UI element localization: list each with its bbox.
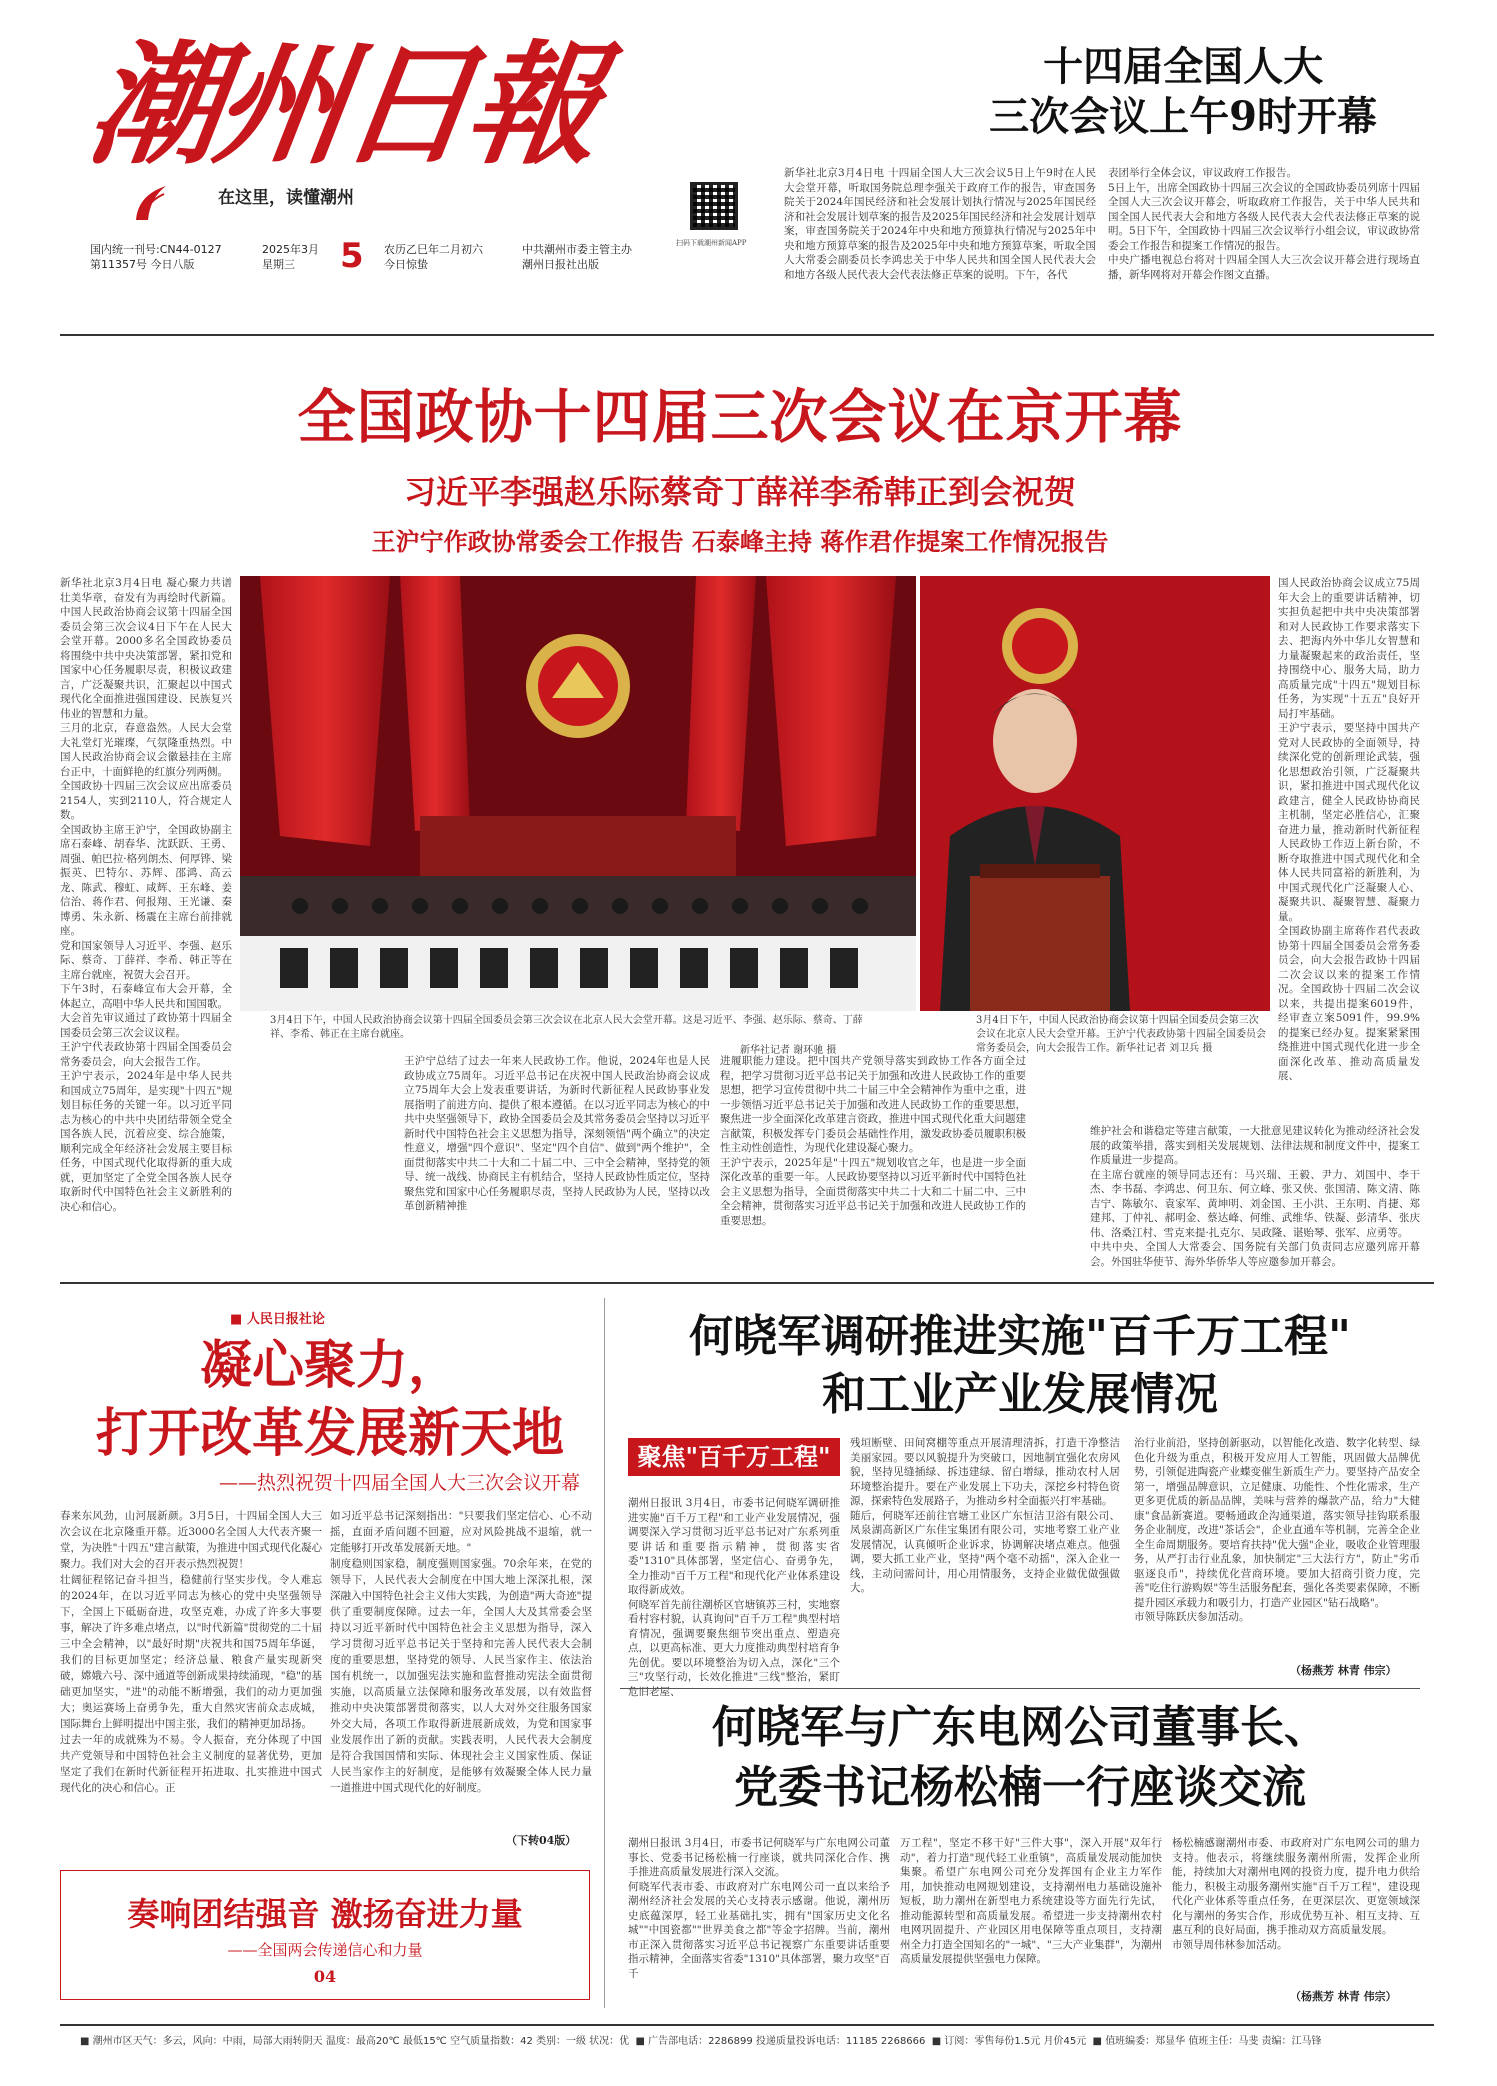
day-number: 5 (340, 236, 364, 276)
story3-col3: 杨松楠感谢潮州市委、市政府对广东电网公司的鼎力支持。他表示，将继续服务潮州所需，发挥企业所能，持续加大对潮州电网的投资力度，提升电力供给能力，积极主动服务潮州实施"百千万工程"，建设现代化产业体系等重点任务，在更深层次、更宽领域深化与潮州的务实合作，形成优势互补、相互支持、互惠互利的良好局面，携手推动双方高质量发展。 市领导周伟林参加活动。 (1172, 1837, 1420, 1951)
focus-tag[interactable]: 聚焦"百千万工程" (628, 1438, 840, 1476)
year-month: 2025年3月 (262, 243, 319, 256)
main-subhead-2: 王沪宁作政协常委会工作报告 石泰峰主持 蒋作君作提案工作情况报告 (371, 527, 1109, 556)
issue-info (90, 242, 222, 272)
story2-byline: （杨燕芳 林青 伟宗） (1290, 1664, 1397, 1677)
emblem-icon (128, 180, 174, 226)
promo-headline: 奏响团结强音 激扬奋进力量 (127, 1895, 523, 1933)
top-story-col1: 新华社北京3月4日电 十四届全国人大三次会议5日上午9时在人民大会堂开幕，听取国务院总理李强关于政府工作的报告，审查国务院关于2024年国民经济和社会发展计划执行情况与2025年国民经济和社会发展计划草案的报告及2025年国民经济和社会发展计划草案，审查国务院关于2024年中央和地方预算执行情况与2025年中央和地方预算草案的报告及2025年中央和地方预算草案，听取全国人大常委会副委员长李鸿忠关于中华人民共和国全国人民代表大会和地方各级人民代表大会代表法修正草案的说明。下午，各代 (784, 167, 1096, 281)
divider (604, 1298, 605, 2008)
footer: ■ 潮州市区天气：多云，风向：中雨，局部大雨转阴天 温度：最高20℃ 最低15℃ 空气质量指数：42 类别：一级 状况：优 ■ 广告部电话：2286899 投递质量投诉电话：11185 2268666 ■ 订阅：零售每份1.5元 月价45元 ■ 值班编委：郑显华 值班主任：马斐 责编：江马锋 (80, 2036, 1322, 2047)
story3-byline: （杨燕芳 林青 伟宗） (1290, 1990, 1397, 2003)
date-info (262, 242, 319, 272)
publisher: 潮州日报社出版 (522, 258, 599, 271)
footer-staff: 值班编委：郑显华 值班主任：马斐 责编：江马锋 (1105, 2036, 1322, 2047)
editorial-tag: ■ 人民日报社论 (230, 1312, 325, 1327)
story2-col2: 残垣断壁、田间窝棚等重点开展清理清拆，打造干净整洁美丽家园。要以风貌提升为突破口，因地制宜强化农房风貌，坚持见缝插绿、拆违建绿、留白增绿，推动农村人居环境整治提升。要在产业发展上下功夫，深挖乡村特色资源，探索特色发展路子，为推动乡村全面振兴打牢基础。 随后，何晓军还前往官塘工业区广东恒洁卫浴有限公司、凤泉湖高新区广东佳宝集团有限公司，实地考察工业产业发展情况，认真倾听企业诉求，协调解决堵点难点。他强调，要大抓工业产业，坚持"两个毫不动摇"，深入企业一线，主动问需问计，用心用情服务，支持企业做优做强做大。 (850, 1437, 1120, 1594)
story3-col2: 万工程"，坚定不移干好"三件大事"，深入开展"双年行动"，着力打造"现代轻工业重镇"，高质量发展动能加快集聚。希望广东电网公司充分发挥国有企业主力军作用，加快推动电网规划建设，支持潮州电力基础设施补短板，助力潮州在新型电力系统建设等方面先行先试，推动能源转型和高质量发展。希望进一步支持潮州农村电网巩固提升、产业园区用电保障等重点项目，支持潮州全力打造全国知名的"一城"、"三大产业集群"，为潮州高质量发展提供坚强电力保障。 (900, 1837, 1162, 1965)
divider (620, 1688, 1420, 1689)
story2-col1: 潮州日报讯 3月4日，市委书记何晓军调研推进实施"百千万工程"和工业产业发展情况，强调要深入学习贯彻习近平总书记对广东系列重要讲话和重要指示精神，贯彻落实省委"1310"具体部署，坚定信心、奋勇争先，全力推动"百千万工程"和现代化产业体系建设取得新成效。 何晓军首先前往潮桥区官塘镇苏三村，实地察看村容村貌，认真询问"百千万工程"典型村培育情况，强调要聚焦细节突出重点、塑造亮点，以更高标准、更大力度推动典型村培育争先创优。要以环境整治为切入点，深化"三个三"攻坚行动，长效化推进"三线"整治，紧盯危旧老屋、 (628, 1497, 840, 1698)
continued-note[interactable]: （下转04版） (506, 1834, 577, 1847)
main-subhead-1: 习近平李强赵乐际蔡奇丁薛祥李希韩正到会祝贺 (403, 473, 1076, 511)
speaker-illustration (920, 576, 1270, 1011)
slogan: 在这里，读懂潮州 (218, 188, 354, 208)
qr-code-icon[interactable] (690, 182, 738, 230)
newspaper-logo: 潮州日報 (79, 28, 605, 183)
divider (60, 2024, 1434, 2026)
editorial-col2: 如习近平总书记深刻指出："只要我们坚定信心、心不动摇，直面矛盾问题不回避，应对风险挑战不退缩，就一定能够打开改革发展新天地。" 制度稳则国家稳，制度强则国家强。70余年来，在党的领导下，人民代表大会制度在中国大地上深深扎根，深深融入中国特色社会主义伟大实践，为创造"两大奇迹"提供了重要制度保障。过去一年，全国人大及其常委会坚持以习近平新时代中国特色社会主义思想为指导，深入学习贯彻习近平总书记关于坚持和完善人民代表大会制度的重要思想，坚持党的领导、人民当家作主、依法治国有机统一，以加强宪法实施和监督推动宪法全面贯彻实施，以高质量立法保障和服务改革发展，以有效监督推动中央决策部署贯彻落实，以人大对外交往服务国家外交大局，各项工作取得新进展新成效，为党和国家事业发展作出了新的贡献。实践表明，人民代表大会制度是符合我国国情和实际、体现社会主义国家性质、保证人民当家作主的好制度，是能够有效凝聚全体人民力量一道推进中国式现代化的好制度。 (330, 1510, 592, 1794)
speaker-photo[interactable] (920, 576, 1270, 1011)
top-story-headline[interactable]: 十四届全国人大 三次会议上午9时开幕 (989, 43, 1377, 140)
editorial-headline[interactable]: 凝心聚力， 打开改革发展新天地 (95, 1335, 564, 1464)
photo1-credit: 新华社记者 谢环驰 摄 (740, 1045, 837, 1056)
divider (60, 334, 1434, 336)
editorial-col1: 春来东风劲，山河展新颜。3月5日，十四届全国人大三次会议在北京隆重开幕。近3000名全国人大代表齐聚一堂，为决胜"十四五"建言献策，为推进中国式现代化凝心聚力。我们对大会的召开表示热烈祝贺！ 壮阔征程铭记奋斗担当，稳健前行坚实步伐。令人难忘的2024年，在以习近平同志为核心的党中央坚强领导下，全国上下砥砺奋进，攻坚克难，办成了许多大事要事，解决了许多难点堵点，以"时代新篇"贯彻党的二十届三中全会精神，以"最好时期"庆祝共和国75周年华诞，我们的目标更加坚定；经济总量、粮食产量实现新突破，嫦娥六号、深中通道等创新成果持续涌现，"稳"的基础更加坚实，"进"的动能不断增强，我们的动力更加强大；奥运赛场上奋勇争先，重大自然灾害前众志成城，国际舞台上鲜明提出中国主张，我们的精神更加昂扬。 过去一年的成就殊为不易。令人振奋，充分体现了中国共产党领导和中国特色社会主义制度的显著优势，更加坚定了我们在新时代新征程开拓进取、扎实推进中国式现代化的决心和信心。正 (60, 1510, 322, 1794)
main-col-b: 进履职能力建设。把中国共产党领导落实到政协工作各方面全过程，把学习贯彻习近平总书记关于加强和改进人民政协工作的重要思想，把学习宣传贯彻中共二十届三中全会精神作为重中之重，进一步领悟习近平总书记关于加强和改进人民政协工作的重要思想，聚焦进一步全面深化改革建言资政，推进中国式现代化重大问题建言献策，积极发挥专门委员会基础性作用，激发政协委员履职积极性主动性创造性，为现代化建设凝心聚力。 王沪宁表示，2025年是"十四五"规划收官之年，也是进一步全面深化改革的重要一年。人民政协要坚持以习近平新时代中国特色社会主义思想为指导，全面贯彻落实中共二十大和二十届二中、三中全会精神，贯彻落实习近平总书记关于加强和改进人民政协工作的重要思想。 (720, 1055, 1026, 1227)
main-col-c: 维护社会和谐稳定等建言献策，一大批意见建议转化为推动经济社会发展的政策举措，落实到相关发展规划、法律法规和制度文件中，提案工作质量进一步提高。 在主席台就座的领导同志还有：马兴瑞、王毅、尹力、刘国中、李干杰、李书磊、李鸿忠、何卫东、何立峰、张又侠、张国清、陈文清、陈吉宁、陈敏尔、袁家军、黄坤明、刘金国、王小洪、王东明、肖捷、郑建邦、丁仲礼、郝明金、蔡达峰、何维、武维华、铁凝、彭清华、张庆伟、洛桑江村、雪克来提·扎克尔、吴政隆、谌贻琴、张军、应勇等。 中共中央、全国人大常委会、国务院有关部门负责同志应邀列席开幕会。外国驻华使节、海外华侨华人等应邀参加开幕会。 (1090, 1125, 1420, 1268)
issue-code: 国内统一刊号:CN44-0127 (90, 243, 222, 256)
promo-page: 04 (313, 1967, 337, 1986)
publisher-info (522, 242, 632, 272)
story3-headline[interactable]: 何晓军与广东电网公司董事长、 党委书记杨松楠一行座谈交流 (712, 1702, 1328, 1813)
sponsor: 中共潮州市委主管主办 (522, 243, 632, 256)
footer-ads: 广告部电话：2286899 投递质量投诉电话：11185 2268666 (648, 2036, 926, 2047)
issue-number: 第11357号 今日八版 (90, 258, 195, 271)
story2-col3: 治行业前沿，坚持创新驱动，以智能化改造、数字化转型、绿色化升级为重点，积极开发应用人工智能，巩固做大品牌优势，引领促进陶瓷产业蝶变催生新质生产力。要坚持产品安全第一，增强品牌意识，立足健康、功能性、个性化需求，生产更多更优质的新品品牌，美味与营养的爆款产品，给力"大健康"食品新赛道。要畅通政企沟通渠道，落实领导挂钩联系服务企业制度，改进"茶话会"，企业直通车等机制，完善全企业全生命周期服务。要培育扶持"优大强"企业，吸收企业管理服务，从严打击行业乱象，加快制定"三大法行方"，防止"劣币驱逐良币"，持续优化营商环境。要加大招商引资力度，完善"吃住行游购娱"等生活服务配套，强化各类要素保障，不断提升园区承载力和吸引力，打造产业园区"钻石战略"。 市领导陈跃庆参加活动。 (1134, 1437, 1420, 1623)
divider (60, 1282, 1434, 1284)
main-col-a: 王沪宁总结了过去一年来人民政协工作。他说，2024年也是人民政协成立75周年。习近平总书记在庆祝中国人民政治协商会议成立75周年大会上发表重要讲话，为新时代新征程人民政协事业发展指明了前进方向、提供了根本遵循。在以习近平同志为核心的中共中央坚强领导下，政协全国委员会及其常务委员会坚持以习近平新时代中国特色社会主义思想为指导，深刻领悟"两个确立"的决定性意义，增强"四个意识"、坚定"四个自信"、做到"两个维护"，全面贯彻落实中共二十大和二十届二中、三中全会精神，坚持党的领导、统一战线、协商民主有机结合，坚持人民政协性质定位，坚持聚焦党和国家中心任务履职尽责，坚持人民政协为人民，坚持以改革创新精神推 (404, 1055, 710, 1212)
top-story-col2: 表团举行全体会议，审议政府工作报告。 5日上午，出席全国政协十四届三次会议的全国政协委员列席十四届全国人大三次会议开幕会，听取政府工作报告，关于中华人民共和国全国人民代表大会和地方各级人民代表大会代表法修正草案的说明。5日下午，全国政协十四届三次会议举行小组会议，审议政协常委会工作报告和提案工作情况的报告。 中央广播电视总台将对十四届全国人大三次会议开幕会进行现场直播，新华网将对开幕会作图文直播。 (1108, 167, 1420, 281)
promo-subhead: ——全国两会传递信心和力量 (227, 1941, 423, 1959)
story3-col1: 潮州日报讯 3月4日，市委书记何晓军与广东电网公司董事长、党委书记杨松楠一行座谈，就共同深化合作、携手推进高质量发展进行深入交流。 何晓军代表市委、市政府对广东电网公司一直以来给予潮州经济社会发展的关心支持表示感谢。他说，潮州历史底蕴深厚，轻工业基础扎实，拥有"国家历史文化名城""中国瓷都""世界美食之都"等金字招牌。当前，潮州市正深入贯彻落实习近平总书记视察广东重要讲话重要指示精神，全面落实省委"1310"具体部署，聚力攻坚"百千 (628, 1837, 890, 1980)
footer-price: 订阅：零售每份1.5元 月价45元 (944, 2036, 1087, 2047)
main-col-right: 国人民政治协商会议成立75周年大会上的重要讲话精神，切实担负起把中共中央决策部署和对人民政协工作要求落实下去、把海内外中华儿女智慧和力量凝聚起来的政治责任，坚持围绕中心、服务大局，助力高质量完成"十四五"规划目标任务，为实现"十五五"良好开局打牢基础。 王沪宁表示，要坚持中国共产党对人民政协的全面领导，持续深化党的创新理论武装，强化思想政治引领，广泛凝聚共识，紧扣推进中国式现代化议政建言，健全人民政协协商民主机制，坚定必胜信心，汇聚奋进力量，推动新时代新征程人民政协工作迈上新台阶，不断夺取推进中国式现代化和全体人民共同富裕的新胜利，为中国式现代化广泛凝聚人心、凝聚共识、凝聚智慧、凝聚力量。 全国政协副主席蒋作君代表政协第十四届全国委员会常务委员会，向大会报告政协十四届二次会议以来的提案工作情况。全国政协十四届二次会议以来，共提出提案6019件，经审查立案5091件，99.9%的提案已经办复。提案紧紧围绕推进中国式现代化进一步全面深化改革、推动高质量发展、 (1278, 577, 1420, 1082)
photo1-caption: 3月4日下午，中国人民政治协商会议第十四届全国委员会第三次会议在北京人民大会堂开幕。这是习近平、李强、赵乐际、蔡奇、丁薛祥、李希、韩正在主席台就座。 (270, 1015, 863, 1040)
main-col-left: 新华社北京3月4日电 凝心聚力共谱壮美华章，奋发有为再绘时代新篇。中国人民政治协商会议第十四届全国委员会第三次会议4日下午在人民大会堂开幕。2000多名全国政协委员将围绕中共中央决策部署，紧扣党和国家中心任务履职尽责，积极议政建言，广泛凝聚共识，汇聚起以中国式现代化全面推进强国建设、民族复兴伟业的智慧和力量。 三月的北京，春意盎然。人民大会堂大礼堂灯光璀璨，气氛隆重热烈。中国人民政治协商会议会徽悬挂在主席台正中，十面鲜艳的红旗分列两侧。 全国政协十四届三次会议应出席委员2154人，实到2110人，符合规定人数。 全国政协主席王沪宁，全国政协副主席石泰峰、胡春华、沈跃跃、王勇、周强、帕巴拉·格列朗杰、何厚铧、梁振英、巴特尔、苏辉、邵鸿、高云龙、陈武、穆虹、咸辉、王东峰、姜信治、蒋作君、何报翔、王光谦、秦博勇、朱永新、杨震在主席台前排就座。 党和国家领导人习近平、李强、赵乐际、蔡奇、丁薛祥、李希、韩正等在主席台就座，祝贺大会召开。 下午3时，石泰峰宣布大会开幕，全体起立，高唱中华人民共和国国歌。 大会首先审议通过了政协第十四届全国委员会第三次会议议程。 王沪宁代表政协第十四届全国委员会常务委员会，向大会报告工作。 王沪宁表示，2024年是中华人民共和国成立75周年，是实现"十四五"规划目标任务的关键一年。以习近平同志为核心的中共中央团结带领全党全国各族人民，沉着应变、综合施策，顺利完成全年经济社会发展主要目标任务，中国式现代化取得新的重大成就，更加坚定了全党全国各族人民夺取新时代中国特色社会主义新胜利的决心和信心。 (60, 577, 232, 1213)
solar-term: 今日惊蛰 (384, 258, 428, 271)
conference-hall-photo[interactable] (240, 576, 916, 1011)
promo-box[interactable] (60, 1870, 590, 2000)
main-headline[interactable]: 全国政协十四届三次会议在京开幕 (297, 383, 1183, 451)
editorial-subhead: ——热烈祝贺十四届全国人大三次会议开幕 (218, 1472, 580, 1494)
lunar-date: 农历乙巳年二月初六 (384, 243, 483, 256)
hall-illustration (240, 576, 916, 1011)
masthead (79, 28, 670, 220)
weekday: 星期三 (262, 258, 295, 271)
footer-weather: 潮州市区天气：多云，风向：中雨，局部大雨转阴天 温度：最高20℃ 最低15℃ 空气质量指数：42 类别：一级 状况：优 (92, 2036, 630, 2047)
photo2-caption: 3月4日下午，中国人民政治协商会议第十四届全国委员会第三次会议在北京人民大会堂开幕。王沪宁代表政协第十四届全国委员会常务委员会，向大会报告工作。新华社记者 刘卫兵 摄 (976, 1015, 1266, 1054)
qr-caption: 扫码下载潮州新闻APP (676, 239, 747, 247)
lunar-info (384, 242, 483, 272)
story2-headline[interactable]: 何晓军调研推进实施"百千万工程" 和工业产业发展情况 (689, 1311, 1351, 1420)
